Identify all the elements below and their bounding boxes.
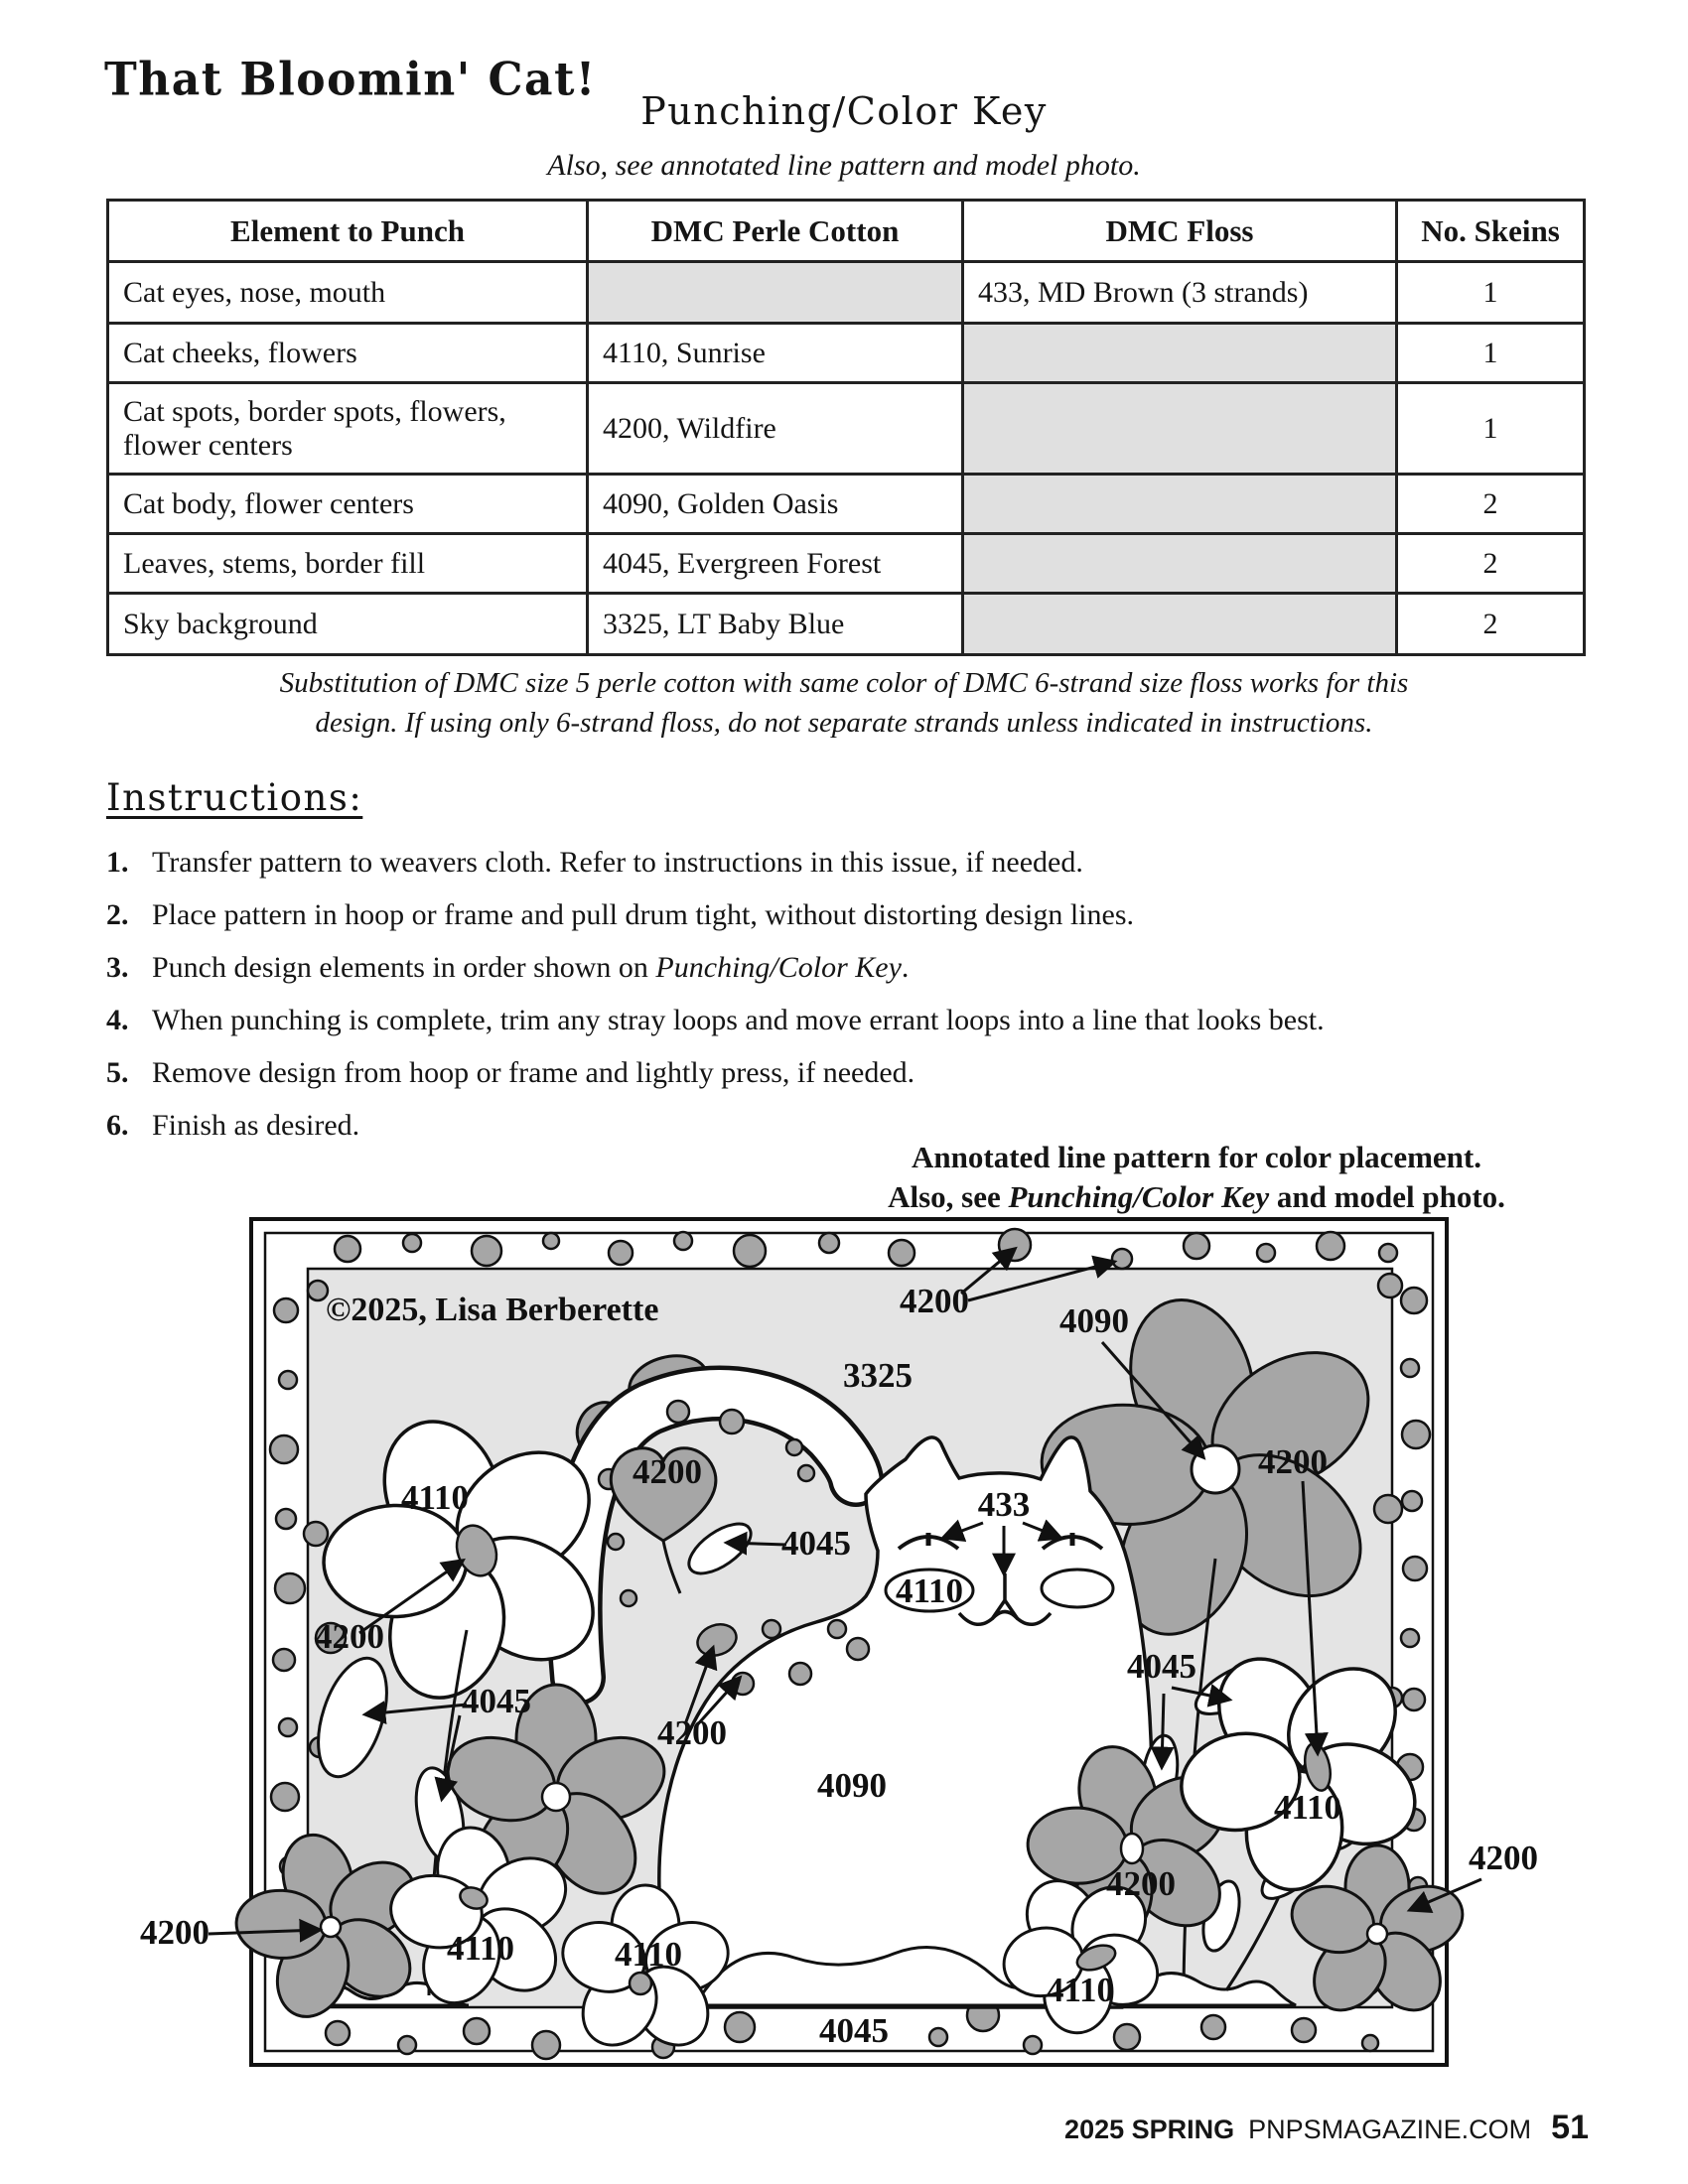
table-row	[108, 383, 1585, 475]
color-label: 4110	[1046, 1971, 1115, 2009]
cell-floss	[963, 383, 1397, 475]
step-italic: Punching/Color Key	[655, 951, 902, 984]
cell-floss	[963, 534, 1397, 594]
color-label: 4110	[895, 1571, 964, 1610]
color-label: 433	[977, 1485, 1031, 1524]
color-label: 4090	[1059, 1301, 1129, 1340]
footer-site: PNPSMAGAZINE.COM	[1248, 2115, 1532, 2144]
cat-right-cheek	[1042, 1570, 1113, 1607]
pattern-heading-line1: Annotated line pattern for color placement.	[912, 1140, 1481, 1174]
note-line: design. If using only 6-strand floss, do not separate strands unless indicated in instructions.	[315, 707, 1373, 739]
color-label: 4110	[400, 1478, 470, 1517]
cell-skeins: 2	[1397, 594, 1585, 655]
note-line: Substitution of DMC size 5 perle cotton with same color of DMC 6-strand size floss works for this	[279, 667, 1409, 699]
cell-floss: 433, MD Brown (3 strands)	[963, 262, 1397, 324]
step-text: Transfer pattern to weavers cloth. Refer to instructions in this issue, if needed.	[152, 846, 1083, 879]
color-key-subtitle: Also, see annotated line pattern and model photo.	[547, 149, 1141, 182]
step-number: 4.	[106, 1004, 129, 1036]
step-number: 5.	[106, 1056, 129, 1089]
color-label: 4200	[900, 1282, 969, 1320]
color-label: 4045	[462, 1682, 531, 1720]
step-number: 3.	[106, 951, 129, 984]
color-label: 4045	[819, 2011, 889, 2050]
instruction-step	[106, 846, 1596, 880]
color-label: 4045	[781, 1524, 851, 1563]
step-number: 2.	[106, 898, 129, 931]
table-row	[108, 534, 1585, 594]
cell-skeins: 2	[1397, 475, 1585, 534]
color-label: 4200	[1469, 1839, 1538, 1877]
cell-skeins: 1	[1397, 383, 1585, 475]
color-label: 3325	[843, 1356, 913, 1395]
footer-page-number: 51	[1551, 2109, 1589, 2146]
page-title: That Bloomin' Cat!	[104, 53, 597, 107]
page-footer	[1064, 2109, 1589, 2147]
cell-element: Cat cheeks, flowers	[108, 324, 588, 383]
instruction-step	[106, 1056, 1596, 1090]
col-header-perle: DMC Perle Cotton	[588, 201, 963, 262]
table-row	[108, 324, 1585, 383]
step-number: 1.	[106, 846, 129, 879]
color-label: 4200	[633, 1452, 702, 1491]
instruction-step	[106, 898, 1596, 932]
cell-skeins: 2	[1397, 534, 1585, 594]
heading-text: Also, see	[888, 1179, 1009, 1214]
cell-skeins: 1	[1397, 324, 1585, 383]
pattern-heading	[804, 1138, 1589, 1217]
color-label: 4090	[817, 1766, 887, 1805]
color-label: 4200	[657, 1713, 727, 1752]
step-text: Finish as desired.	[152, 1109, 360, 1142]
cell-perle: 4045, Evergreen Forest	[588, 534, 963, 594]
col-header-floss: DMC Floss	[963, 201, 1397, 262]
instruction-step	[106, 951, 1596, 985]
color-label: 4110	[614, 1935, 683, 1974]
pattern-heading-line2	[804, 1177, 1589, 1217]
cell-element: Cat body, flower centers	[108, 475, 588, 534]
cell-perle: 4200, Wildfire	[588, 383, 963, 475]
step-text: Place pattern in hoop or frame and pull drum tight, without distorting design lines.	[152, 898, 1135, 931]
cell-floss	[963, 475, 1397, 534]
instruction-step	[106, 1004, 1596, 1037]
col-header-skeins: No. Skeins	[1397, 201, 1585, 262]
cell-element: Leaves, stems, border fill	[108, 534, 588, 594]
cell-element: Cat spots, border spots, flowers, flower centers	[108, 383, 588, 475]
color-label: 4200	[140, 1913, 210, 1952]
table-row	[108, 594, 1585, 655]
step-text: When punching is complete, trim any stray loops and move errant loops into a line that looks best.	[152, 1004, 1325, 1036]
footer-season: 2025 SPRING	[1064, 2115, 1235, 2144]
step-text: .	[901, 951, 910, 984]
cell-element: Sky background	[108, 594, 588, 655]
copyright-label: ©2025, Lisa Berberette	[326, 1292, 659, 1328]
color-label: 4200	[1258, 1442, 1328, 1481]
cell-perle	[588, 262, 963, 324]
heading-text: and model photo.	[1269, 1179, 1505, 1214]
cell-perle: 4110, Sunrise	[588, 324, 963, 383]
cell-skeins: 1	[1397, 262, 1585, 324]
step-number: 6.	[106, 1109, 129, 1142]
cell-perle: 3325, LT Baby Blue	[588, 594, 963, 655]
color-key-table	[106, 199, 1586, 656]
instructions-heading: Instructions:	[106, 776, 363, 819]
step-text: Punch design elements in order shown on	[152, 951, 656, 984]
color-label: 4110	[1273, 1788, 1342, 1827]
color-label: 4045	[1127, 1647, 1196, 1686]
cell-floss	[963, 594, 1397, 655]
table-row	[108, 262, 1585, 324]
col-header-element: Element to Punch	[108, 201, 588, 262]
instructions-list	[106, 846, 1596, 1161]
table-header-row	[108, 201, 1585, 262]
heading-italic: Punching/Color Key	[1008, 1179, 1270, 1214]
cell-element: Cat eyes, nose, mouth	[108, 262, 588, 324]
cell-perle: 4090, Golden Oasis	[588, 475, 963, 534]
substitution-note	[0, 663, 1688, 743]
color-key-title: Punching/Color Key	[640, 89, 1048, 133]
color-label: 4200	[315, 1617, 384, 1656]
table-row	[108, 475, 1585, 534]
color-label: 4200	[1106, 1864, 1176, 1903]
cell-floss	[963, 324, 1397, 383]
color-label: 4110	[446, 1929, 515, 1968]
step-text: Remove design from hoop or frame and lightly press, if needed.	[152, 1056, 915, 1089]
